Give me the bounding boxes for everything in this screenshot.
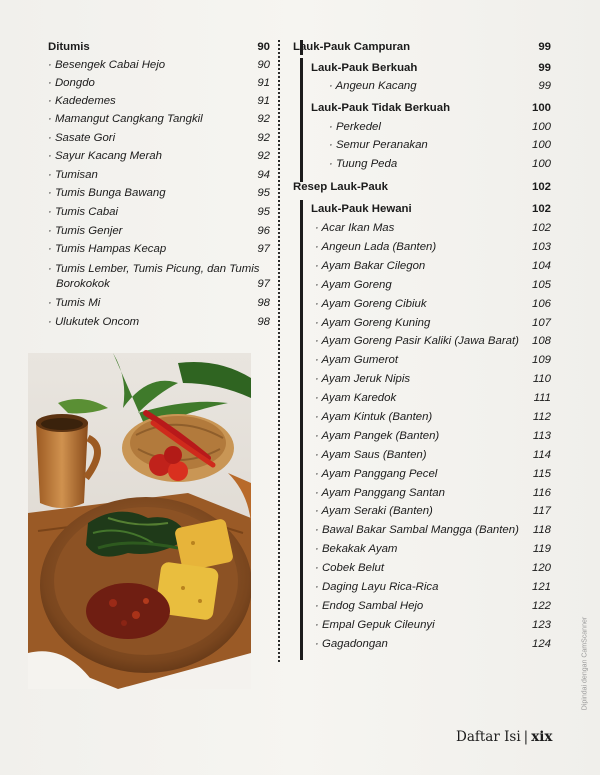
entry-page: 99 — [538, 41, 551, 53]
entry-page: 95 — [257, 206, 270, 218]
toc-item — [293, 504, 551, 518]
toc-item — [293, 79, 551, 93]
entry-page: 107 — [531, 317, 551, 329]
subsection-row — [293, 61, 551, 75]
entry-page: 100 — [531, 102, 551, 114]
entry-page: 106 — [531, 298, 551, 310]
entry-title: · Ayam Saus (Banten) — [315, 449, 427, 461]
entry-page: 103 — [531, 241, 551, 253]
entry-title: · Perkedel — [329, 121, 381, 133]
toc-item — [48, 131, 270, 145]
entry-title: Lauk-Pauk Hewani — [311, 203, 412, 215]
toc-item — [293, 410, 551, 424]
toc-item — [48, 224, 270, 238]
entry-title: · Ayam Gumerot — [315, 354, 399, 366]
entry-page: 95 — [257, 187, 270, 199]
entry-page: 91 — [257, 77, 270, 89]
section-row — [48, 40, 270, 54]
toc-item — [293, 372, 551, 386]
entry-title: · Angeun Kacang — [329, 80, 417, 92]
food-photo — [28, 353, 251, 689]
toc-item — [48, 315, 270, 329]
entry-page: 94 — [257, 169, 270, 181]
toc-item — [293, 120, 551, 134]
entry-title: · Ayam Panggang Pecel — [315, 468, 438, 480]
toc-item — [48, 168, 270, 182]
entry-page: 122 — [531, 600, 551, 612]
entry-title: · Tumisan — [48, 169, 98, 181]
subsection-row — [293, 101, 551, 115]
toc-item — [293, 138, 551, 152]
footer-section-title: Daftar Isi — [456, 729, 521, 745]
toc-item — [48, 205, 270, 219]
entry-page: 109 — [531, 354, 551, 366]
entry-page: 115 — [532, 468, 551, 480]
toc-item — [48, 262, 270, 276]
footer-separator: | — [523, 729, 529, 745]
entry-title: · Sasate Gori — [48, 132, 116, 144]
entry-title: · Sayur Kacang Merah — [48, 150, 162, 162]
entry-title: · Bawal Bakar Sambal Mangga (Banten) — [315, 524, 519, 536]
entry-page: 92 — [257, 150, 270, 162]
entry-page: 116 — [532, 487, 551, 499]
toc-item — [293, 391, 551, 405]
toc-item — [48, 296, 270, 310]
entry-title: · Tuung Peda — [329, 158, 398, 170]
toc-item — [48, 186, 270, 200]
section-row — [293, 40, 551, 54]
scanner-watermark — [573, 570, 593, 765]
entry-title: · Ayam Pangek (Banten) — [315, 430, 440, 442]
entry-title: · Tumis Mi — [48, 297, 101, 309]
entry-page: 90 — [257, 41, 270, 53]
entry-page: 114 — [532, 449, 551, 461]
entry-page: 100 — [531, 121, 551, 133]
toc-item — [293, 486, 551, 500]
toc-item — [48, 58, 270, 72]
toc-item — [48, 149, 270, 163]
entry-title: · Daging Layu Rica-Rica — [315, 581, 439, 593]
toc-item — [293, 157, 551, 171]
section-row — [293, 180, 551, 194]
food-photo-illustration — [28, 353, 251, 689]
scanner-watermark-text: Dipindai dengan CamScanner — [581, 616, 589, 711]
entry-page: 108 — [531, 335, 551, 347]
entry-title: Borokokok — [56, 278, 110, 290]
entry-page: 123 — [531, 619, 551, 631]
entry-page: 102 — [531, 203, 551, 215]
entry-title: · Endog Sambal Hejo — [315, 600, 424, 612]
entry-title: · Tumis Lember, Tumis Picung, dan Tumis — [48, 263, 260, 275]
entry-page: 121 — [531, 581, 551, 593]
entry-title: · Ayam Goreng Pasir Kaliki (Jawa Barat) — [315, 335, 519, 347]
entry-page: 97 — [257, 278, 270, 290]
entry-page: 91 — [257, 95, 270, 107]
entry-title: · Mamangut Cangkang Tangkil — [48, 113, 203, 125]
toc-item — [293, 561, 551, 575]
entry-title: Lauk-Pauk Tidak Berkuah — [311, 102, 451, 114]
entry-page: 98 — [257, 297, 270, 309]
entry-page: 113 — [532, 430, 551, 442]
toc-item — [293, 618, 551, 632]
toc-item — [48, 242, 270, 256]
entry-title: Resep Lauk-Pauk — [293, 181, 388, 193]
entry-title: · Tumis Hampas Kecap — [48, 243, 167, 255]
toc-item — [293, 467, 551, 481]
entry-title: · Empal Gepuk Cileunyi — [315, 619, 435, 631]
entry-title: · Tumis Cabai — [48, 206, 119, 218]
entry-title: · Ayam Seraki (Banten) — [315, 505, 433, 517]
entry-page: 97 — [257, 243, 270, 255]
entry-page: 96 — [257, 225, 270, 237]
entry-page: 100 — [531, 158, 551, 170]
toc-item — [293, 580, 551, 594]
entry-page: 98 — [257, 316, 270, 328]
entry-page: 102 — [531, 222, 551, 234]
toc-item — [293, 297, 551, 311]
toc-item — [293, 429, 551, 443]
toc-item — [293, 316, 551, 330]
entry-page: 117 — [532, 505, 551, 517]
toc-item — [293, 448, 551, 462]
toc-item — [293, 599, 551, 613]
entry-page: 111 — [533, 392, 551, 404]
toc-item — [293, 353, 551, 367]
toc-item — [293, 240, 551, 254]
toc-item — [293, 523, 551, 537]
entry-title: · Semur Peranakan — [329, 139, 428, 151]
column-divider — [278, 40, 280, 662]
toc-item — [48, 94, 270, 108]
entry-title: · Gagadongan — [315, 638, 388, 650]
toc-item — [293, 221, 551, 235]
entry-page: 102 — [531, 181, 551, 193]
entry-page: 92 — [257, 113, 270, 125]
entry-page: 119 — [532, 543, 551, 555]
entry-title: · Tumis Bunga Bawang — [48, 187, 166, 199]
entry-page: 99 — [538, 80, 551, 92]
toc-item — [293, 259, 551, 273]
entry-title: · Tumis Genjer — [48, 225, 123, 237]
entry-title: · Ayam Jeruk Nipis — [315, 373, 411, 385]
entry-title: · Kadedemes — [48, 95, 116, 107]
entry-page: 100 — [531, 139, 551, 151]
entry-title: · Ayam Karedok — [315, 392, 397, 404]
subsection-row — [293, 202, 551, 216]
toc-item — [293, 542, 551, 556]
footer-page-number: xix — [531, 729, 553, 745]
toc-item — [293, 278, 551, 292]
entry-page: 110 — [532, 373, 551, 385]
entry-title: · Ayam Kintuk (Banten) — [315, 411, 433, 423]
entry-title: · Dongdo — [48, 77, 95, 89]
toc-item — [293, 334, 551, 348]
entry-title: · Ayam Goreng — [315, 279, 392, 291]
entry-page: 112 — [532, 411, 551, 423]
entry-page: 92 — [257, 132, 270, 144]
toc-item-continued — [48, 277, 270, 291]
entry-title: Lauk-Pauk Berkuah — [311, 62, 418, 74]
entry-page: 105 — [531, 279, 551, 291]
entry-page: 99 — [538, 62, 551, 74]
entry-title: · Angeun Lada (Banten) — [315, 241, 437, 253]
entry-page: 118 — [532, 524, 551, 536]
toc-item — [293, 637, 551, 651]
entry-page: 104 — [531, 260, 551, 272]
entry-title: · Besengek Cabai Hejo — [48, 59, 166, 71]
entry-title: Ditumis — [48, 41, 90, 53]
toc-item — [48, 112, 270, 126]
entry-page: 120 — [531, 562, 551, 574]
entry-title: · Ayam Bakar Cilegon — [315, 260, 426, 272]
entry-title: · Ulukutek Oncom — [48, 316, 140, 328]
page-footer — [456, 729, 552, 745]
toc-item — [48, 76, 270, 90]
entry-title: Lauk-Pauk Campuran — [293, 41, 411, 53]
entry-title: · Bekakak Ayam — [315, 543, 398, 555]
entry-title: · Ayam Goreng Cibiuk — [315, 298, 427, 310]
entry-page: 124 — [531, 638, 551, 650]
entry-title: · Acar Ikan Mas — [315, 222, 395, 234]
entry-title: · Ayam Goreng Kuning — [315, 317, 431, 329]
entry-title: · Ayam Panggang Santan — [315, 487, 445, 499]
entry-page: 90 — [257, 59, 270, 71]
entry-title: · Cobek Belut — [315, 562, 385, 574]
